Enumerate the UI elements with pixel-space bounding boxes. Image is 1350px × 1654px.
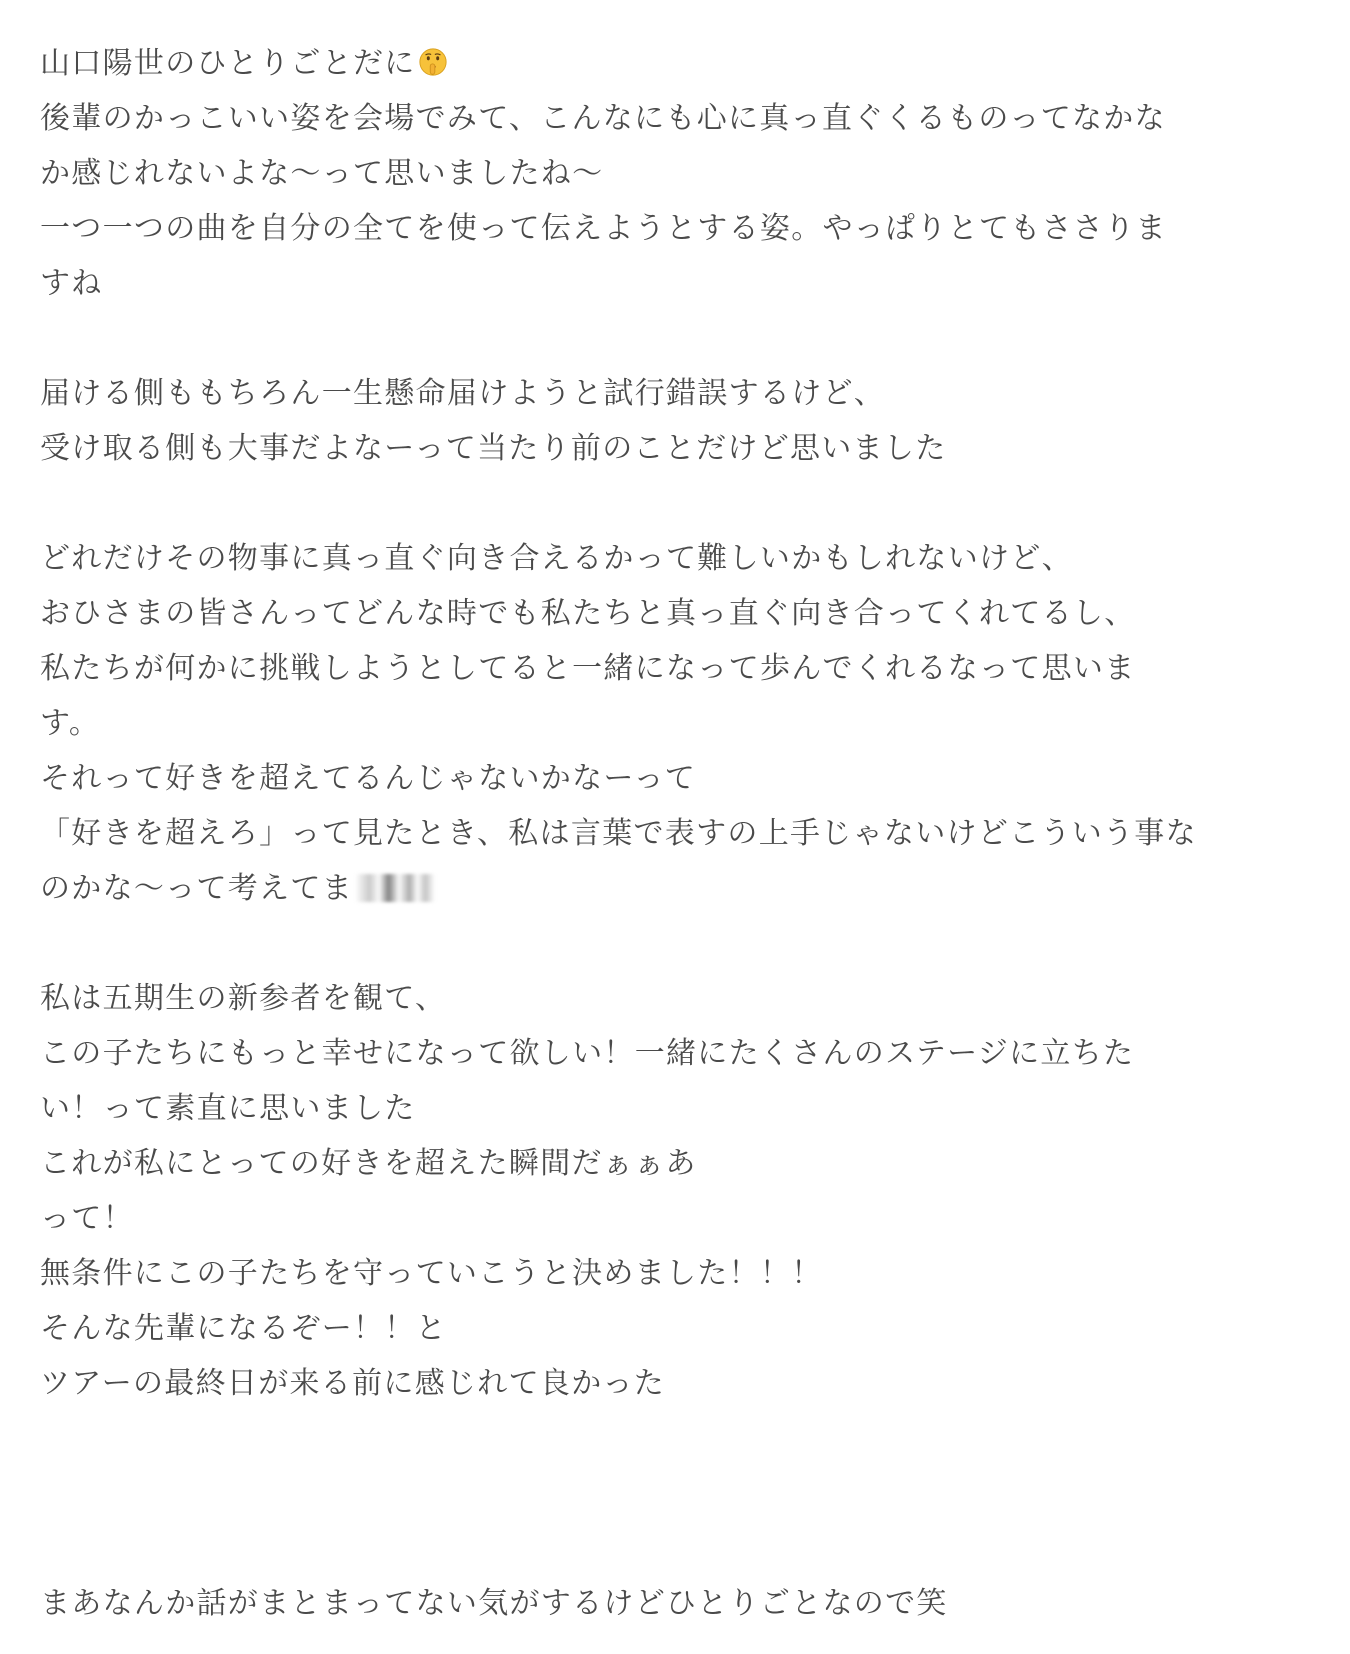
- paragraph-spacer: [40, 311, 1270, 366]
- post-line: 届ける側ももちろん一生懸命届けようと試行錯誤するけど、: [40, 376, 886, 411]
- post-line: 「好きを超えろ」って見たとき、私は言葉で表すの上手じゃないけどこういう事な: [40, 816, 1197, 851]
- post-line: [40, 36, 1270, 91]
- paragraph-spacer: [40, 916, 1270, 971]
- blurred-redaction: [355, 874, 435, 902]
- post-line: それって好きを超えてるんじゃないかなーって: [40, 761, 697, 796]
- paragraph-spacer: [40, 1521, 1270, 1576]
- post-line: す。: [40, 706, 101, 741]
- post-line-text: のかな〜って考えてま: [40, 871, 353, 906]
- post-line: これが私にとっての好きを超えた瞬間だぁぁあ: [40, 1146, 697, 1181]
- post-line: おひさまの皆さんってどんな時でも私たちと真っ直ぐ向き合ってくれてるし、: [40, 596, 1136, 631]
- post-line: まあなんか話がまとまってない気がするけどひとりごとなので笑: [40, 1586, 948, 1621]
- post-line: 受け取る側も大事だよなーって当たり前のことだけど思いました: [40, 431, 947, 466]
- post-line: そんな先輩になるぞー！！と: [40, 1311, 447, 1346]
- paragraph-spacer: [40, 476, 1270, 531]
- post-line-text: 山口陽世のひとりごとだに: [40, 46, 416, 81]
- shushing-face-emoji-icon: [418, 47, 448, 77]
- post-line: [40, 861, 1270, 916]
- post-line: 私たちが何かに挑戦しようとしてると一緒になって歩んでくれるなって思いま: [40, 651, 1136, 686]
- post-line: 無条件にこの子たちを守っていこうと決めました！！！: [40, 1256, 823, 1291]
- post-line: い！って素直に思いました: [40, 1091, 416, 1126]
- post-line: 一つ一つの曲を自分の全てを使って伝えようとする姿。やっぱりとてもささりま: [40, 211, 1167, 246]
- post-line: どれだけその物事に真っ直ぐ向き合えるかって難しいかもしれないけど、: [40, 541, 1073, 576]
- post-line: ツアーの最終日が来る前に感じれて良かった: [40, 1366, 666, 1401]
- post-line: 後輩のかっこいい姿を会場でみて、こんなにも心に真っ直ぐくるものってなかな: [40, 101, 1166, 136]
- post-line: すね: [40, 266, 103, 301]
- post-line: か感じれないよな〜って思いましたね〜: [40, 156, 604, 191]
- paragraph-spacer: [40, 1411, 1270, 1521]
- post-line: って！: [40, 1201, 134, 1236]
- post-line: この子たちにもっと幸せになって欲しい！一緒にたくさんのステージに立ちた: [40, 1036, 1135, 1071]
- post-line: 私は五期生の新参者を観て、: [40, 981, 447, 1016]
- blog-post-body: [40, 36, 1270, 1631]
